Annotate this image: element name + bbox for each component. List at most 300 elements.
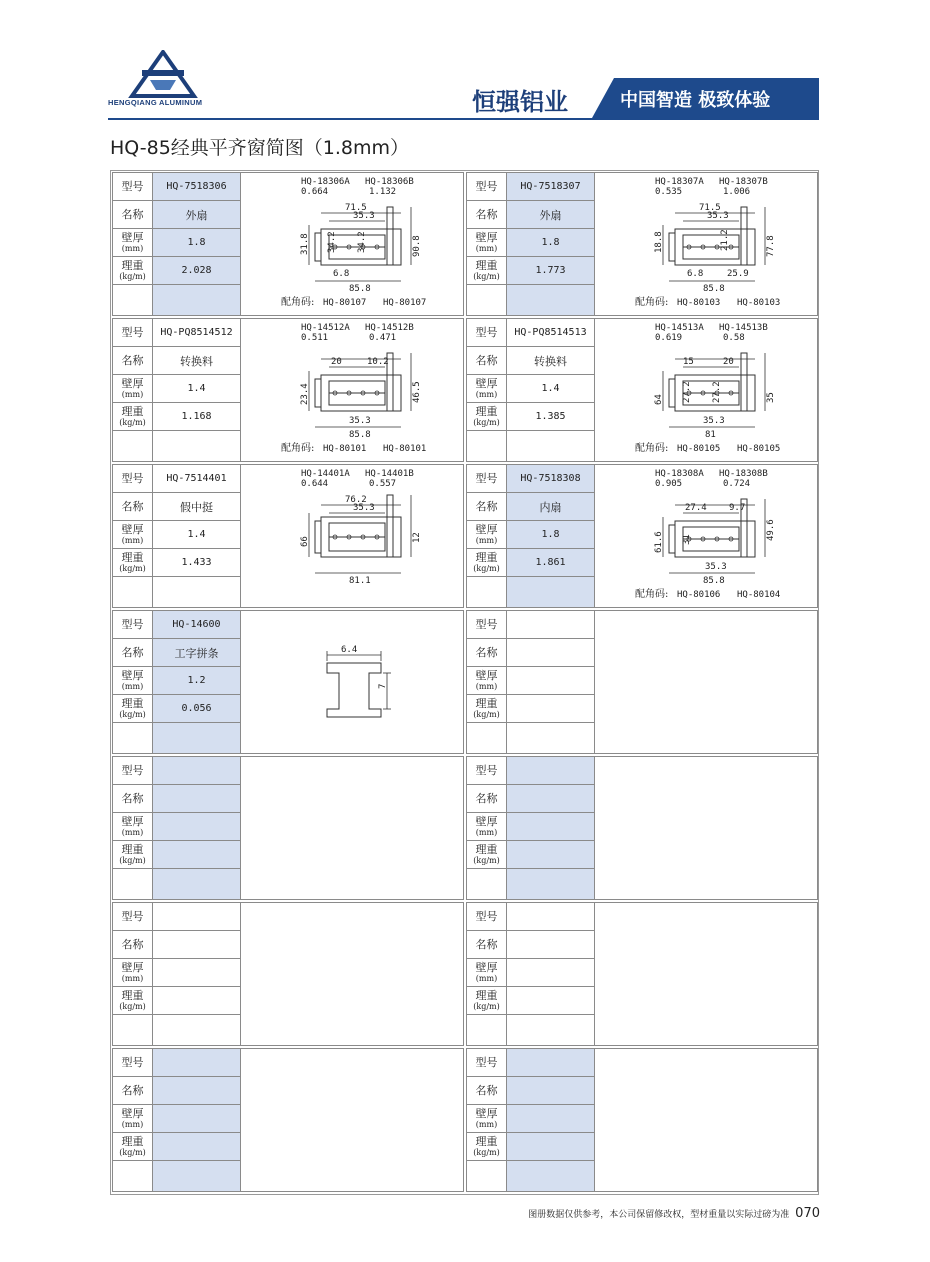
field-label <box>467 903 507 931</box>
field-value-weight: 1.861 <box>507 549 595 577</box>
field-label-text: (mm) <box>475 828 498 837</box>
field-label <box>467 201 507 229</box>
extra-cell <box>507 723 595 753</box>
field-label <box>467 257 507 285</box>
field-label <box>113 1049 153 1077</box>
fitting-label: 配角码: <box>281 297 315 308</box>
profile-cell <box>112 902 464 1046</box>
field-label-text: 壁厚 <box>121 523 144 536</box>
field-label <box>113 521 153 549</box>
field-label-text: 壁厚 <box>121 1107 144 1120</box>
dimension-label: 61.6 <box>654 531 664 553</box>
profile-drawing <box>595 1049 817 1191</box>
field-label-text: 壁厚 <box>121 961 144 974</box>
field-value-thickness: 1.4 <box>153 521 241 549</box>
field-label-text: (mm) <box>121 390 144 399</box>
field-value-thickness: 1.4 <box>153 375 241 403</box>
dimension-label: 10.2 <box>367 357 389 367</box>
field-label-text: 壁厚 <box>121 815 144 828</box>
profile-drawing <box>241 319 463 461</box>
field-label-text: (kg/m) <box>473 272 500 281</box>
field-value-weight <box>507 695 595 723</box>
fitting-code: HQ-80105 <box>737 444 781 454</box>
profile-cell <box>112 1048 464 1192</box>
field-label-text: 型号 <box>121 909 144 923</box>
extra-cell <box>507 285 595 315</box>
field-label <box>113 667 153 695</box>
field-value-thickness <box>507 813 595 841</box>
dimension-label: 35.3 <box>703 416 725 426</box>
field-value-weight: 1.168 <box>153 403 241 431</box>
field-value-name <box>507 785 595 813</box>
extra-label-cell <box>467 869 507 899</box>
field-label <box>113 611 153 639</box>
field-value-thickness <box>507 1105 595 1133</box>
dimension-label: 35.3 <box>705 562 727 572</box>
dimension-label: 12 <box>412 532 422 543</box>
field-label-text: (mm) <box>121 828 144 837</box>
field-label <box>467 403 507 431</box>
field-label-text: (mm) <box>121 536 144 545</box>
field-value-model <box>153 903 241 931</box>
field-label-text: 理重 <box>475 697 498 710</box>
field-label-text: 理重 <box>475 843 498 856</box>
extra-label-cell <box>467 1161 507 1191</box>
field-value-weight: 1.433 <box>153 549 241 577</box>
page-number: 070 <box>795 1206 820 1221</box>
extra-cell <box>153 723 241 753</box>
field-value-thickness <box>153 813 241 841</box>
dimension-label: 64 <box>654 394 664 405</box>
profile-drawing <box>595 757 817 899</box>
profile-drawing <box>241 173 463 315</box>
extra-label-cell <box>467 1015 507 1045</box>
extra-cell <box>153 431 241 461</box>
field-label-text: 名称 <box>121 353 144 367</box>
field-label <box>113 987 153 1015</box>
field-label <box>113 757 153 785</box>
field-label-text: 型号 <box>475 179 498 193</box>
extra-label-cell <box>113 577 153 607</box>
field-label-text: 型号 <box>475 617 498 631</box>
field-label <box>467 229 507 257</box>
profile-cell <box>466 756 818 900</box>
field-value-model <box>507 903 595 931</box>
field-label-text: 理重 <box>121 989 144 1002</box>
dimension-label: 85.8 <box>349 284 371 294</box>
part-code: HQ-18306B <box>365 177 414 187</box>
field-value-model: HQ-7518306 <box>153 173 241 201</box>
profile-cell <box>466 464 818 608</box>
extra-cell <box>507 1015 595 1045</box>
part-code: HQ-18308A <box>655 469 704 479</box>
field-label <box>113 1105 153 1133</box>
dimension-label: 6.8 <box>333 269 350 279</box>
field-value-name: 转换料 <box>153 347 241 375</box>
field-label-text: 理重 <box>475 551 498 564</box>
field-label <box>113 785 153 813</box>
part-code: HQ-14401A <box>301 469 350 479</box>
field-label-text: (kg/m) <box>119 1148 146 1157</box>
field-value-thickness <box>153 959 241 987</box>
dimension-label: 90.8 <box>412 235 422 257</box>
logo-text: HENGQIANG ALUMINUM <box>108 98 203 107</box>
part-code: HQ-14512A <box>301 323 350 333</box>
dimension-label: 27.4 <box>685 503 707 513</box>
fitting-label: 配角码: <box>281 443 315 454</box>
header-rule <box>108 118 819 120</box>
profile-drawing <box>595 173 817 315</box>
dimension-label: 46.5 <box>412 381 422 403</box>
field-label <box>113 173 153 201</box>
dimension-label: 66 <box>300 536 310 547</box>
field-label <box>113 319 153 347</box>
field-value-thickness: 1.8 <box>507 521 595 549</box>
field-label-text: 型号 <box>475 325 498 339</box>
field-label-text: 型号 <box>475 909 498 923</box>
field-label-text: 名称 <box>475 207 498 221</box>
extra-label-cell <box>467 431 507 461</box>
field-label <box>113 959 153 987</box>
field-label-text: (kg/m) <box>119 272 146 281</box>
field-label-text: 壁厚 <box>475 669 498 682</box>
field-label <box>467 1133 507 1161</box>
profile-drawing <box>595 465 817 607</box>
dimension-label: 81 <box>705 430 716 440</box>
field-value-thickness <box>507 959 595 987</box>
field-label <box>113 465 153 493</box>
field-value-model: HQ-PQ8514512 <box>153 319 241 347</box>
field-value-weight: 1.385 <box>507 403 595 431</box>
field-value-model <box>507 1049 595 1077</box>
fitting-code: HQ-80107 <box>323 298 367 308</box>
dimension-label: 31 <box>682 534 692 545</box>
part-weight: 0.535 <box>655 187 683 197</box>
field-label-text: (mm) <box>475 390 498 399</box>
field-label <box>113 639 153 667</box>
slogan: 中国智造 极致体验 <box>620 90 771 111</box>
field-label <box>113 403 153 431</box>
dimension-label: 20 <box>723 357 734 367</box>
field-value-model: HQ-7518307 <box>507 173 595 201</box>
section-outline <box>327 663 381 717</box>
profile-cell <box>466 902 818 1046</box>
profile-drawing <box>241 903 463 1045</box>
field-label <box>113 903 153 931</box>
field-label <box>113 1077 153 1105</box>
field-label-text: 壁厚 <box>121 669 144 682</box>
extra-label-cell <box>113 869 153 899</box>
extra-cell <box>153 869 241 899</box>
field-label-text: 名称 <box>475 791 498 805</box>
field-label-text: 型号 <box>121 617 144 631</box>
dimension-label: 7 <box>378 683 388 689</box>
field-value-name: 转换料 <box>507 347 595 375</box>
part-weight: 0.557 <box>369 479 397 489</box>
field-label-text: 理重 <box>475 405 498 418</box>
field-value-name <box>507 1077 595 1105</box>
field-label-text: 名称 <box>475 645 498 659</box>
field-label-text: 名称 <box>475 937 498 951</box>
fitting-label: 配角码: <box>635 589 669 600</box>
profile-drawing <box>595 903 817 1045</box>
field-value-name: 工字拼条 <box>153 639 241 667</box>
profile-cell <box>112 464 464 608</box>
extra-label-cell <box>467 723 507 753</box>
profile-drawing <box>241 465 463 607</box>
field-label-text: 型号 <box>475 471 498 485</box>
field-label <box>467 987 507 1015</box>
field-label-text: 理重 <box>475 259 498 272</box>
profile-cell <box>112 610 464 754</box>
part-code: HQ-14512B <box>365 323 414 333</box>
field-label-text: 壁厚 <box>475 961 498 974</box>
dimension-label: 25.9 <box>727 269 749 279</box>
field-label <box>467 375 507 403</box>
extra-label-cell <box>113 1015 153 1045</box>
field-label-text: 名称 <box>121 1083 144 1097</box>
fitting-code: HQ-80103 <box>737 298 781 308</box>
field-label-text: 型号 <box>121 325 144 339</box>
field-value-model: HQ-7518308 <box>507 465 595 493</box>
dimension-label: 76.2 <box>345 495 367 505</box>
part-code: HQ-14513B <box>719 323 768 333</box>
field-label-text: 名称 <box>121 499 144 513</box>
field-label <box>467 841 507 869</box>
field-value-weight <box>153 987 241 1015</box>
field-value-thickness: 1.4 <box>507 375 595 403</box>
field-label-text: 型号 <box>121 471 144 485</box>
field-value-name: 假中挺 <box>153 493 241 521</box>
dimension-label: 23.4 <box>300 383 310 405</box>
field-label <box>113 695 153 723</box>
extra-label-cell <box>113 285 153 315</box>
field-value-name: 外扇 <box>507 201 595 229</box>
part-weight: 0.58 <box>723 333 745 343</box>
profile-cell <box>112 172 464 316</box>
dimension-label: 9.7 <box>729 503 746 513</box>
dimension-label: 35 <box>766 392 776 403</box>
dimension-label: 35.3 <box>349 416 371 426</box>
field-value-thickness: 1.8 <box>507 229 595 257</box>
field-label <box>113 841 153 869</box>
field-label-text: 壁厚 <box>121 377 144 390</box>
extra-cell <box>507 577 595 607</box>
field-label-text: 型号 <box>121 1055 144 1069</box>
profile-cell <box>466 610 818 754</box>
field-label-text: 壁厚 <box>475 377 498 390</box>
field-label <box>467 813 507 841</box>
part-code: HQ-14513A <box>655 323 704 333</box>
field-value-weight <box>507 1133 595 1161</box>
field-label <box>113 229 153 257</box>
page-title: HQ-85经典平齐窗简图（1.8mm） <box>110 137 410 159</box>
field-label <box>467 319 507 347</box>
profile-cell <box>112 318 464 462</box>
field-value-name: 外扇 <box>153 201 241 229</box>
fitting-code: HQ-80103 <box>677 298 721 308</box>
field-label-text: (kg/m) <box>119 1002 146 1011</box>
field-label-text: 理重 <box>475 989 498 1002</box>
field-label <box>467 785 507 813</box>
profile-drawing <box>241 611 463 753</box>
field-value-thickness: 1.2 <box>153 667 241 695</box>
field-label <box>113 493 153 521</box>
dimension-label: 35.3 <box>353 503 375 513</box>
fitting-code: HQ-80105 <box>677 444 721 454</box>
field-label-text: (mm) <box>121 682 144 691</box>
field-value-name <box>507 639 595 667</box>
profile-cell <box>466 318 818 462</box>
dimension-label: 31.8 <box>300 233 310 255</box>
field-label <box>113 257 153 285</box>
field-label-text: 壁厚 <box>475 523 498 536</box>
field-label <box>113 1133 153 1161</box>
field-label-text: 名称 <box>475 1083 498 1097</box>
field-value-weight: 2.028 <box>153 257 241 285</box>
field-value-name <box>153 931 241 959</box>
field-value-weight <box>507 987 595 1015</box>
field-label-text: 名称 <box>121 207 144 221</box>
dimension-label: 34.2 <box>357 231 367 253</box>
dimension-label: 35.3 <box>707 211 729 221</box>
field-label <box>467 667 507 695</box>
extra-label-cell <box>113 431 153 461</box>
field-value-model <box>153 757 241 785</box>
dimension-label: 85.8 <box>703 284 725 294</box>
field-label-text: 壁厚 <box>475 1107 498 1120</box>
part-weight: 0.619 <box>655 333 683 343</box>
field-label <box>467 639 507 667</box>
field-value-model <box>507 611 595 639</box>
field-label-text: 理重 <box>121 1135 144 1148</box>
part-code: HQ-18306A <box>301 177 350 187</box>
field-label <box>467 695 507 723</box>
field-value-model: HQ-7514401 <box>153 465 241 493</box>
field-value-weight <box>153 1133 241 1161</box>
field-label-text: 壁厚 <box>475 231 498 244</box>
field-label-text: (kg/m) <box>473 418 500 427</box>
part-code: HQ-18307B <box>719 177 768 187</box>
dimension-label: 85.8 <box>703 576 725 586</box>
field-label <box>113 201 153 229</box>
dimension-label: 71.5 <box>345 203 367 213</box>
part-weight: 0.724 <box>723 479 751 489</box>
field-label-text: 型号 <box>121 179 144 193</box>
dimension-label: 6.8 <box>687 269 704 279</box>
field-label <box>467 1049 507 1077</box>
dimension-label: 21.2 <box>720 229 730 251</box>
field-label-text: (kg/m) <box>119 710 146 719</box>
dimension-label: 85.8 <box>349 430 371 440</box>
field-value-name: 内扇 <box>507 493 595 521</box>
extra-label-cell <box>467 577 507 607</box>
footer <box>528 1206 820 1221</box>
part-weight: 0.905 <box>655 479 683 489</box>
field-label <box>113 549 153 577</box>
field-label <box>113 375 153 403</box>
dimension-label: 81.1 <box>349 576 371 586</box>
field-label <box>467 173 507 201</box>
field-value-name <box>507 931 595 959</box>
field-label-text: 理重 <box>121 843 144 856</box>
field-label-text: (kg/m) <box>119 856 146 865</box>
field-value-thickness: 1.8 <box>153 229 241 257</box>
field-label <box>467 549 507 577</box>
field-label-text: 壁厚 <box>121 231 144 244</box>
field-label <box>113 347 153 375</box>
part-weight: 1.132 <box>369 187 397 197</box>
field-label-text: 名称 <box>121 645 144 659</box>
field-label-text: (kg/m) <box>473 710 500 719</box>
field-value-model <box>507 757 595 785</box>
field-label-text: (kg/m) <box>473 1002 500 1011</box>
field-value-weight: 1.773 <box>507 257 595 285</box>
field-label-text: 型号 <box>475 763 498 777</box>
part-code: HQ-14401B <box>365 469 414 479</box>
field-label-text: 理重 <box>475 1135 498 1148</box>
field-label-text: 理重 <box>121 697 144 710</box>
field-label-text: (kg/m) <box>119 418 146 427</box>
dimension-label: 71.5 <box>699 203 721 213</box>
field-label <box>467 521 507 549</box>
fitting-code: HQ-80101 <box>383 444 427 454</box>
fitting-code: HQ-80106 <box>677 590 721 600</box>
field-label-text: (kg/m) <box>119 564 146 573</box>
extra-cell <box>507 431 595 461</box>
field-label-text: 理重 <box>121 551 144 564</box>
profile-drawing <box>595 611 817 753</box>
field-label <box>467 1105 507 1133</box>
field-label <box>467 465 507 493</box>
field-label <box>467 959 507 987</box>
field-value-thickness <box>153 1105 241 1133</box>
field-label-text: (mm) <box>475 244 498 253</box>
profile-drawing <box>241 1049 463 1191</box>
field-label-text: (mm) <box>475 536 498 545</box>
brand-name: 恒强铝业 <box>472 88 568 116</box>
field-label <box>467 493 507 521</box>
profile-drawing <box>595 319 817 461</box>
dimension-label: 34.2 <box>327 231 337 253</box>
field-label-text: (mm) <box>475 1120 498 1129</box>
dimension-label: 18.8 <box>654 231 664 253</box>
field-label <box>467 611 507 639</box>
company-logo <box>108 50 238 110</box>
profile-cell <box>466 1048 818 1192</box>
field-label <box>113 931 153 959</box>
field-label <box>467 757 507 785</box>
field-label-text: 名称 <box>121 937 144 951</box>
field-label-text: 理重 <box>121 259 144 272</box>
extra-cell <box>153 285 241 315</box>
field-label-text: (mm) <box>121 1120 144 1129</box>
extra-cell <box>507 869 595 899</box>
dimension-label: 20 <box>331 357 342 367</box>
field-value-thickness <box>507 667 595 695</box>
field-value-weight <box>507 841 595 869</box>
profile-cell <box>466 172 818 316</box>
field-value-name <box>153 1077 241 1105</box>
field-label-text: 型号 <box>121 763 144 777</box>
fitting-label: 配角码: <box>635 297 669 308</box>
fitting-code: HQ-80101 <box>323 444 367 454</box>
logo-mark-icon <box>128 50 198 98</box>
field-label <box>467 1077 507 1105</box>
field-label-text: 名称 <box>475 353 498 367</box>
field-label <box>467 931 507 959</box>
footer-note: 图册数据仅供参考，本公司保留修改权，型材重量以实际过磅为准 <box>528 1210 790 1220</box>
